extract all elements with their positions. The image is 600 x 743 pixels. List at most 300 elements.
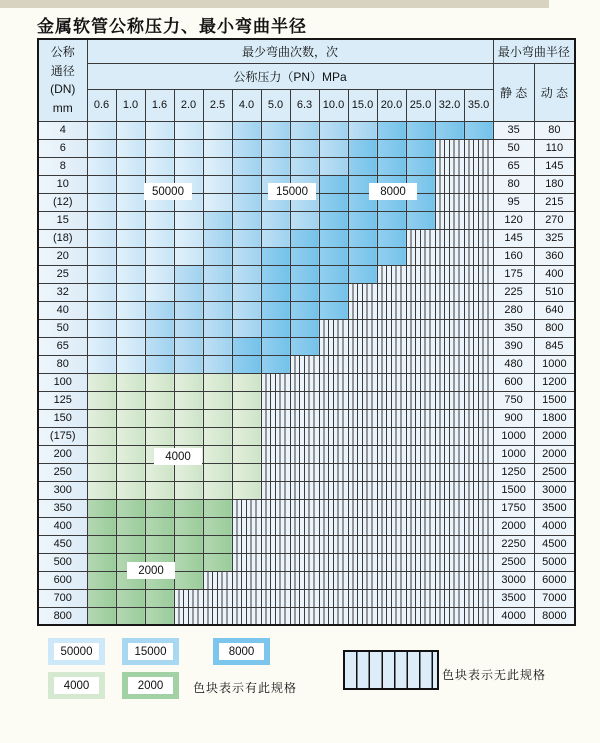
legend-hatch-swatch [343,650,439,690]
cycles-2000-cell [174,499,203,517]
no-spec-cell [290,445,319,463]
no-spec-cell [290,463,319,481]
no-spec-cell [377,589,406,607]
cycles-4000-cell [145,481,174,499]
legend-swatch-15000 [122,638,179,665]
legend-swatch-4000 [48,672,105,699]
cycles-15000-cell [203,301,232,319]
no-spec-cell [377,427,406,445]
dn-cell: 400 [38,517,87,535]
cycles-15000-cell [319,121,348,139]
legend-swatch-2000 [122,672,179,699]
cycles-4000-cell [174,391,203,409]
no-spec-cell [232,553,261,571]
cycles-4000-cell [203,373,232,391]
no-spec-cell [290,499,319,517]
table-row-dn-150 [38,409,575,427]
cycles-50000-cell [87,319,116,337]
table-row-dn-800 [38,607,575,625]
no-spec-cell [406,373,435,391]
no-spec-cell [406,229,435,247]
cycles-4000-cell [232,427,261,445]
no-spec-cell [348,571,377,589]
no-spec-cell [435,247,464,265]
dn-cell: (18) [38,229,87,247]
header-dn-line: (DN) [50,82,76,97]
no-spec-cell [406,481,435,499]
no-spec-cell [464,481,493,499]
no-spec-cell [290,589,319,607]
static-radius-cell: 145 [493,229,534,247]
cycles-50000-cell [116,355,145,373]
cycles-8000-cell [261,355,290,373]
cycles-8000-cell [261,301,290,319]
cycles-4000-cell [232,481,261,499]
table-row-dn-450 [38,535,575,553]
no-spec-cell [290,373,319,391]
table-row-dn-25 [38,265,575,283]
static-radius-cell: 3500 [493,589,534,607]
table-row-dn-18 [38,229,575,247]
static-radius-cell: 175 [493,265,534,283]
no-spec-cell [406,463,435,481]
no-spec-cell [377,337,406,355]
cycles-8000-cell [319,193,348,211]
no-spec-cell [319,337,348,355]
dn-cell: 100 [38,373,87,391]
cycles-2000-cell [203,553,232,571]
no-spec-cell [290,517,319,535]
no-spec-cell [464,355,493,373]
header-pressure-value: 25.0 [406,89,435,121]
cycles-15000-cell [232,175,261,193]
cycles-2000-cell [116,535,145,553]
cycles-4000-cell [232,463,261,481]
static-radius-cell: 2250 [493,535,534,553]
no-spec-cell [435,517,464,535]
no-spec-cell [290,427,319,445]
header-pressure-value: 10.0 [319,89,348,121]
cycles-4000-cell [116,445,145,463]
no-spec-cell [435,283,464,301]
no-spec-cell [464,319,493,337]
cycles-8000-cell [261,337,290,355]
matrix-value-label-50000: 50000 [144,183,192,200]
static-radius-cell: 4000 [493,607,534,625]
no-spec-cell [464,589,493,607]
cycles-15000-cell [290,157,319,175]
no-spec-cell [464,373,493,391]
no-spec-cell [406,301,435,319]
no-spec-cell [464,337,493,355]
no-spec-cell [377,463,406,481]
cycles-8000-cell [290,265,319,283]
no-spec-cell [377,319,406,337]
dynamic-radius-cell: 1200 [534,373,575,391]
cycles-15000-cell [290,139,319,157]
table-row-dn-4 [38,121,575,139]
no-spec-cell [232,535,261,553]
no-spec-cell [261,391,290,409]
cycles-50000-cell [116,175,145,193]
cycles-4000-cell [203,445,232,463]
header-dn [38,39,87,121]
no-spec-cell [406,391,435,409]
no-spec-cell [406,499,435,517]
no-spec-cell [377,535,406,553]
no-spec-cell [290,409,319,427]
cycles-4000-cell [203,481,232,499]
no-spec-cell [348,481,377,499]
no-spec-cell [464,247,493,265]
header-pressure-value: 5.0 [261,89,290,121]
cycles-15000-cell [145,319,174,337]
cycles-15000-cell [145,355,174,373]
cycles-15000-cell [145,337,174,355]
dn-cell: 700 [38,589,87,607]
no-spec-cell [319,409,348,427]
cycles-2000-cell [174,535,203,553]
cycles-2000-cell [145,607,174,625]
dn-cell: 4 [38,121,87,139]
dn-cell: 50 [38,319,87,337]
dn-cell: 80 [38,355,87,373]
no-spec-cell [319,355,348,373]
cycles-8000-cell [261,283,290,301]
static-radius-cell: 390 [493,337,534,355]
static-radius-cell: 1000 [493,427,534,445]
cycles-4000-cell [203,409,232,427]
cycles-50000-cell [87,337,116,355]
no-spec-cell [348,283,377,301]
no-spec-cell [464,283,493,301]
no-spec-cell [377,355,406,373]
header-pressure-value: 4.0 [232,89,261,121]
no-spec-cell [261,409,290,427]
dn-cell: 8 [38,157,87,175]
dynamic-radius-cell: 2000 [534,445,575,463]
dynamic-radius-cell: 1800 [534,409,575,427]
cycles-15000-cell [203,319,232,337]
header-pressure-value: 1.0 [116,89,145,121]
no-spec-cell [435,535,464,553]
cycles-15000-cell [232,121,261,139]
legend-swatch-label: 4000 [54,677,99,694]
no-spec-cell [261,553,290,571]
cycles-8000-cell [261,265,290,283]
no-spec-cell [435,427,464,445]
no-spec-cell [261,535,290,553]
header-pressure-value: 15.0 [348,89,377,121]
cycles-50000-cell [174,121,203,139]
cycles-15000-cell [232,157,261,175]
cycles-8000-cell [319,229,348,247]
dynamic-radius-cell: 4500 [534,535,575,553]
cycles-4000-cell [232,445,261,463]
header-pressure-value: 1.6 [145,89,174,121]
cycles-4000-cell [145,391,174,409]
cycles-2000-cell [174,571,203,589]
dynamic-radius-cell: 510 [534,283,575,301]
cycles-8000-cell [377,121,406,139]
cycles-50000-cell [116,157,145,175]
no-spec-cell [348,391,377,409]
cycles-4000-cell [145,409,174,427]
table-row-dn-600 [38,571,575,589]
static-radius-cell: 1500 [493,481,534,499]
no-spec-cell [464,499,493,517]
no-spec-cell [435,139,464,157]
header-pressure-value: 2.5 [203,89,232,121]
cycles-2000-cell [145,589,174,607]
dynamic-radius-cell: 6000 [534,571,575,589]
cycles-4000-cell [145,427,174,445]
no-spec-cell [464,517,493,535]
cycles-8000-cell [377,229,406,247]
cycles-4000-cell [232,391,261,409]
header-dn-line: 公称 [50,45,75,60]
dn-cell: 10 [38,175,87,193]
cycles-4000-cell [174,481,203,499]
no-spec-cell [435,589,464,607]
static-radius-cell: 350 [493,319,534,337]
cycles-8000-cell [348,229,377,247]
no-spec-cell [319,607,348,625]
no-spec-cell [319,535,348,553]
table-row-dn-32 [38,283,575,301]
no-spec-cell [348,499,377,517]
dynamic-radius-cell: 1000 [534,355,575,373]
cycles-50000-cell [145,265,174,283]
cycles-8000-cell [319,247,348,265]
cycles-50000-cell [87,211,116,229]
dn-cell: 500 [38,553,87,571]
cycles-2000-cell [174,517,203,535]
no-spec-cell [464,463,493,481]
cycles-2000-cell [145,517,174,535]
dynamic-radius-cell: 215 [534,193,575,211]
cycles-15000-cell [174,301,203,319]
no-spec-cell [435,337,464,355]
table-row-dn-125 [38,391,575,409]
static-radius-cell: 80 [493,175,534,193]
no-spec-cell [406,283,435,301]
cycles-15000-cell [261,157,290,175]
no-spec-cell [377,481,406,499]
spec-table-wrapper [37,38,576,626]
cycles-4000-cell [145,463,174,481]
no-spec-cell [406,445,435,463]
dn-cell: 800 [38,607,87,625]
no-spec-cell [377,607,406,625]
cycles-8000-cell [261,319,290,337]
cycles-15000-cell [232,211,261,229]
table-row-dn-300 [38,481,575,499]
cycles-8000-cell [348,247,377,265]
no-spec-cell [290,355,319,373]
no-spec-cell [435,481,464,499]
cycles-8000-cell [348,139,377,157]
dn-cell: 32 [38,283,87,301]
cycles-4000-cell [116,373,145,391]
no-spec-cell [406,337,435,355]
no-spec-cell [464,535,493,553]
dn-cell: 20 [38,247,87,265]
cycles-15000-cell [232,193,261,211]
cycles-8000-cell [261,247,290,265]
cycles-4000-cell [116,463,145,481]
cycles-8000-cell [290,283,319,301]
no-spec-cell [290,571,319,589]
no-spec-cell [290,391,319,409]
no-spec-cell [406,553,435,571]
cycles-15000-cell [261,229,290,247]
cycles-50000-cell [87,121,116,139]
no-spec-cell [319,553,348,571]
cycles-8000-cell [319,211,348,229]
table-row-dn-15 [38,211,575,229]
cycles-15000-cell [290,121,319,139]
dn-cell: 65 [38,337,87,355]
no-spec-cell [464,139,493,157]
dn-cell: 25 [38,265,87,283]
no-spec-cell [348,409,377,427]
no-spec-cell [319,373,348,391]
no-spec-cell [319,571,348,589]
no-spec-cell [435,445,464,463]
cycles-8000-cell [406,139,435,157]
no-spec-cell [464,229,493,247]
table-row-dn-80 [38,355,575,373]
cycles-15000-cell [203,355,232,373]
legend-swatch-label: 15000 [128,643,173,660]
cycles-8000-cell [319,265,348,283]
no-spec-cell [348,535,377,553]
no-spec-cell [435,373,464,391]
static-radius-cell: 95 [493,193,534,211]
cycles-50000-cell [116,193,145,211]
no-spec-cell [377,373,406,391]
cycles-50000-cell [145,139,174,157]
cycles-8000-cell [464,121,493,139]
cycles-4000-cell [203,391,232,409]
cycles-4000-cell [87,463,116,481]
no-spec-cell [435,463,464,481]
no-spec-cell [464,391,493,409]
table-row-dn-20 [38,247,575,265]
no-spec-cell [435,553,464,571]
header-min-radius: 最小弯曲半径 [493,39,575,63]
cycles-50000-cell [116,121,145,139]
no-spec-cell [174,607,203,625]
no-spec-cell [406,607,435,625]
cycles-50000-cell [145,157,174,175]
header-pressure-value: 6.3 [290,89,319,121]
dynamic-radius-cell: 2500 [534,463,575,481]
table-row-dn-200 [38,445,575,463]
cycles-2000-cell [203,517,232,535]
no-spec-cell [406,571,435,589]
no-spec-cell [435,499,464,517]
cycles-15000-cell [174,319,203,337]
no-spec-cell [464,301,493,319]
cycles-50000-cell [87,247,116,265]
no-spec-cell [464,193,493,211]
cycles-2000-cell [116,517,145,535]
no-spec-cell [348,319,377,337]
header-dn-line: 通径 [50,63,75,78]
cycles-2000-cell [145,535,174,553]
cycles-2000-cell [116,607,145,625]
no-spec-cell [261,571,290,589]
cycles-15000-cell [232,247,261,265]
no-spec-cell [406,355,435,373]
no-spec-cell [464,175,493,193]
cycles-2000-cell [116,589,145,607]
no-spec-cell [348,373,377,391]
cycles-4000-cell [87,391,116,409]
no-spec-cell [377,445,406,463]
dynamic-radius-cell: 4000 [534,517,575,535]
no-spec-cell [464,211,493,229]
cycles-15000-cell [319,139,348,157]
static-radius-cell: 50 [493,139,534,157]
cycles-2000-cell [87,535,116,553]
cycles-8000-cell [290,301,319,319]
no-spec-cell [203,607,232,625]
header-pressure: 公称压力（PN）MPa [87,63,493,89]
cycles-2000-cell [87,571,116,589]
header-pressure-value: 32.0 [435,89,464,121]
legend-swatch-label: 50000 [54,643,99,660]
static-radius-cell: 35 [493,121,534,139]
cycles-4000-cell [116,409,145,427]
dn-cell: 15 [38,211,87,229]
dynamic-radius-cell: 110 [534,139,575,157]
cycles-8000-cell [406,121,435,139]
cycles-4000-cell [87,481,116,499]
no-spec-cell [435,607,464,625]
no-spec-cell [406,535,435,553]
no-spec-cell [261,445,290,463]
cycles-4000-cell [87,373,116,391]
no-spec-cell [377,283,406,301]
cycles-15000-cell [232,139,261,157]
cycles-4000-cell [87,445,116,463]
cycles-15000-cell [203,265,232,283]
header-dynamic: 动 态 [534,63,575,121]
cycles-2000-cell [87,607,116,625]
header-pressure-value: 35.0 [464,89,493,121]
static-radius-cell: 160 [493,247,534,265]
cycles-4000-cell [232,409,261,427]
no-spec-cell [377,571,406,589]
cycles-8000-cell [319,175,348,193]
dynamic-radius-cell: 800 [534,319,575,337]
cycles-50000-cell [203,175,232,193]
no-spec-cell [348,427,377,445]
no-spec-cell [435,409,464,427]
static-radius-cell: 1750 [493,499,534,517]
matrix-value-label-2000: 2000 [127,562,175,579]
no-spec-cell [435,319,464,337]
table-row-dn-100 [38,373,575,391]
no-spec-cell [348,337,377,355]
no-spec-cell [319,319,348,337]
dn-cell: 450 [38,535,87,553]
legend-no-spec-text: 色块表示无此规格 [442,668,547,682]
cycles-50000-cell [87,157,116,175]
